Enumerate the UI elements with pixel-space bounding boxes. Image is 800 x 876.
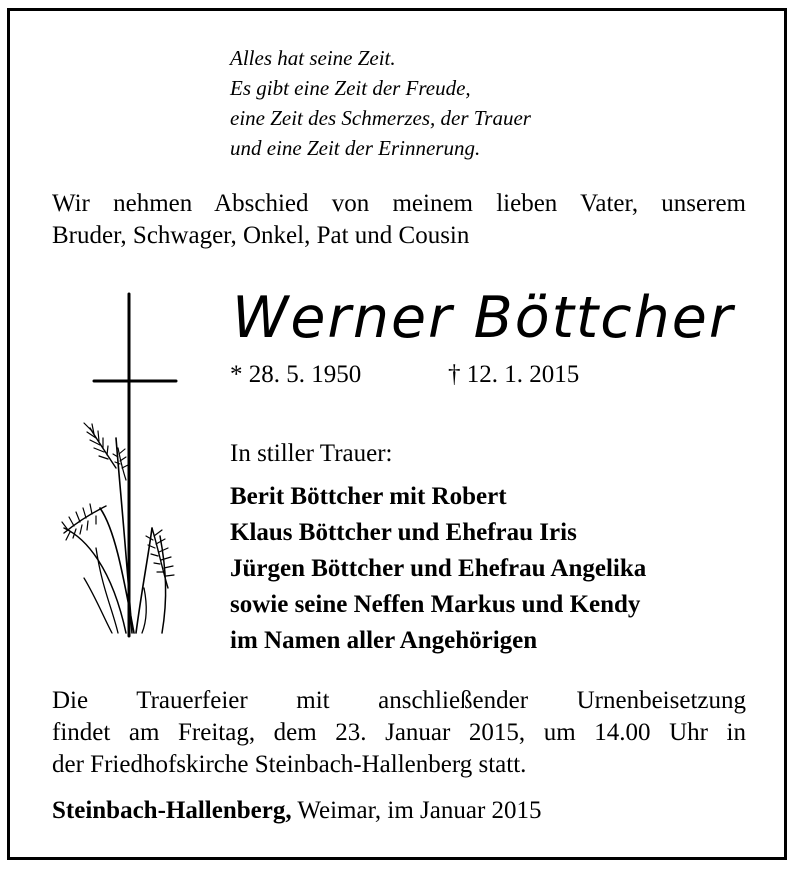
- intro-line: Wir nehmen Abschied von meinem lieben Vater, unserem: [52, 190, 746, 217]
- poem-line: und eine Zeit der Erinnerung.: [230, 136, 481, 160]
- death-date: † 12. 1. 2015: [448, 361, 580, 388]
- mourning-heading: In stiller Trauer:: [230, 440, 393, 467]
- mourner-line: Klaus Böttcher und Ehefrau Iris: [230, 519, 577, 546]
- deceased-name: Werner Böttcher: [232, 285, 735, 351]
- mourners-list: [230, 479, 646, 659]
- poem: [230, 43, 531, 163]
- mourner-line: Berit Böttcher mit Robert: [230, 483, 507, 510]
- closing-date: Weimar, im Januar 2015: [291, 797, 542, 824]
- intro-line: Bruder, Schwager, Onkel, Pat und Cousin: [52, 222, 470, 249]
- birth-date: * 28. 5. 1950: [230, 361, 362, 388]
- poem-line: Es gibt eine Zeit der Freude,: [230, 76, 471, 100]
- closing-line: [52, 795, 542, 827]
- poem-line: Alles hat seine Zeit.: [230, 46, 396, 70]
- closing-place: Steinbach-Hallenberg,: [52, 797, 292, 824]
- mourner-line: im Namen aller Angehörigen: [230, 627, 538, 654]
- mourner-line: Jürgen Böttcher und Ehefrau Angelika: [230, 555, 647, 582]
- poem-line: eine Zeit des Schmerzes, der Trauer: [230, 106, 531, 130]
- funeral-line: Die Trauerfeier mit anschließender Urnenbeisetzung: [52, 687, 746, 714]
- funeral-line: der Friedhofskirche Steinbach-Hallenberg statt.: [52, 751, 527, 778]
- intro-text: [52, 188, 746, 252]
- cross-with-wheat-icon: [56, 288, 206, 648]
- mourner-line: sowie seine Neffen Markus und Kendy: [230, 591, 641, 618]
- funeral-line: findet am Freitag, dem 23. Januar 2015, um 14.00 Uhr in: [52, 719, 746, 746]
- funeral-info: [52, 685, 746, 781]
